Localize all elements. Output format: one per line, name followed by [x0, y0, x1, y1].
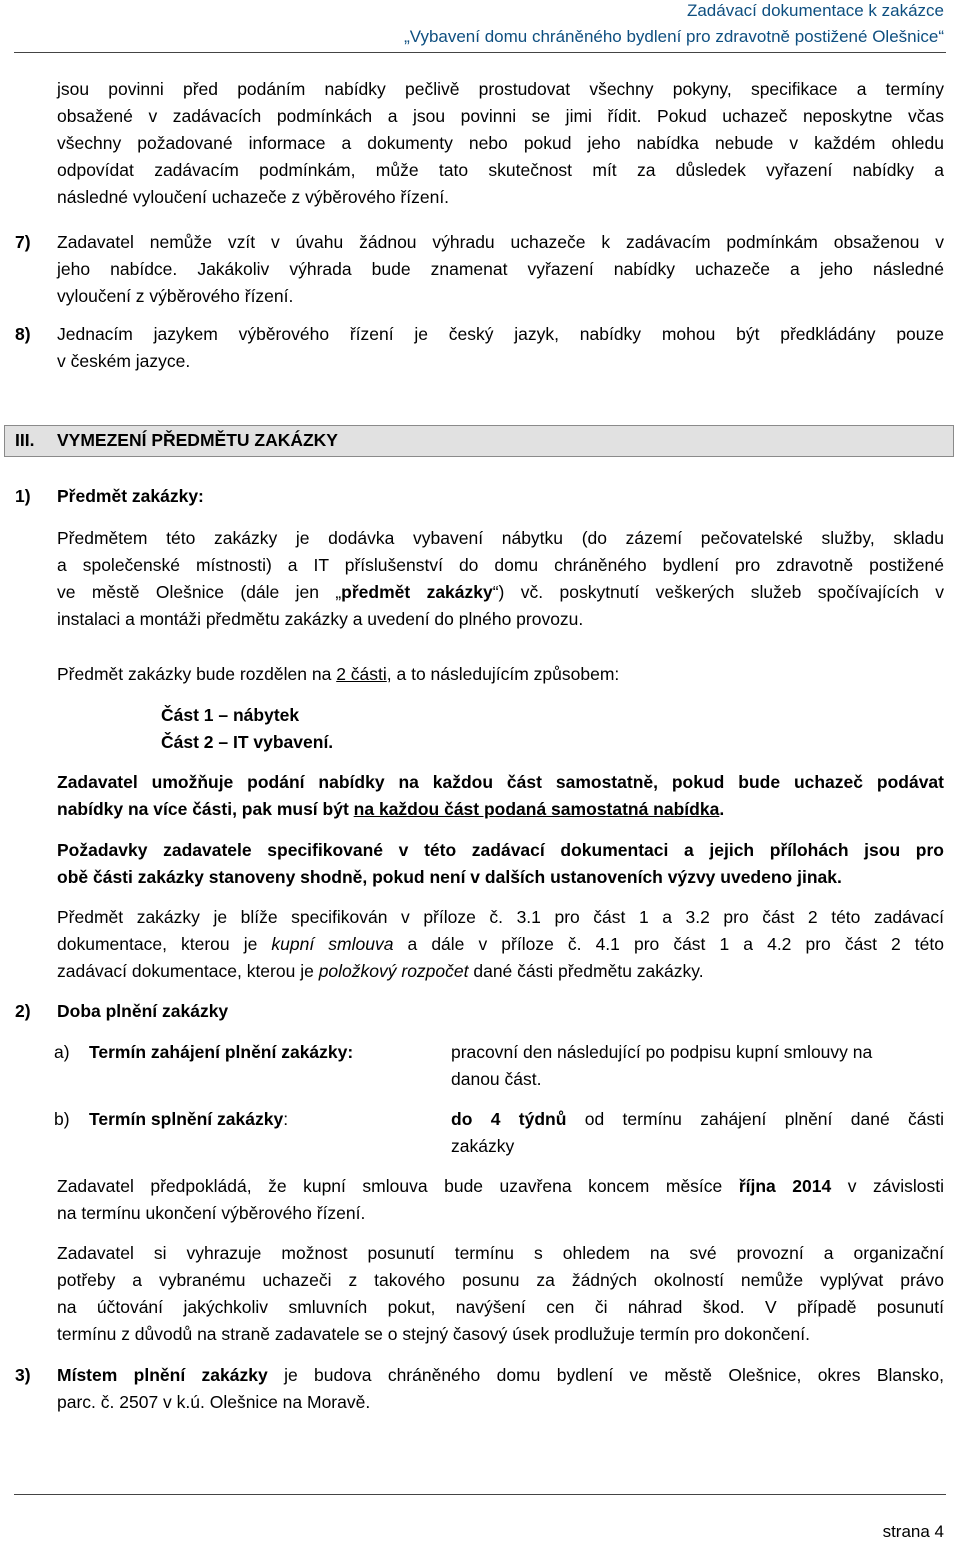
text-line: obě části zakázky stanoveny shodně, pokud není v dalších ustanoveních výzvy uvedeno jinak.	[57, 867, 842, 887]
postponement-paragraph	[57, 1240, 944, 1348]
item-7-paragraph	[57, 229, 944, 310]
part-2: Část 2 – IT vybavení.	[161, 732, 334, 752]
page-number: strana 4	[882, 1522, 944, 1541]
subsection-heading-duration: Doba plnění zakázky	[57, 1001, 229, 1021]
text-line: obsažené v zadávacích podmínkách a jsou povinni se jimi řídit. Pokud uchazeč neposkytne včas	[57, 106, 944, 126]
text-line: vyloučení z výběrového řízení.	[57, 286, 294, 306]
text-line: na termínu ukončení výběrového řízení.	[57, 1203, 366, 1223]
text-line: a společenské místnosti) a IT příslušenství do domu chráněného bydlení pro zdravotně postižené	[57, 555, 944, 575]
specification-paragraph	[57, 904, 944, 985]
item-number-8: 8)	[15, 324, 31, 344]
text-line: následné vyloučení uchazeče z výběrového řízení.	[57, 187, 450, 207]
parts-list	[161, 702, 333, 756]
text-line: jsou povinni před podáním nabídky pečlivě prostudovat všechny pokyny, specifikace a termíny	[57, 79, 944, 99]
start-term-value	[451, 1039, 944, 1093]
contract-signing-paragraph	[57, 1173, 944, 1227]
end-term-value	[451, 1106, 944, 1160]
start-term-label: a)	[54, 1042, 70, 1062]
text-line: parc. č. 2507 v k.ú. Olešnice na Moravě.	[57, 1392, 371, 1412]
header-divider	[14, 52, 946, 53]
end-term-title: Termín splnění zakázky:	[89, 1109, 289, 1129]
subject-paragraph	[57, 525, 944, 633]
text-line: pracovní den následující po podpisu kupní smlouvy na	[451, 1042, 873, 1062]
requirements-paragraph	[57, 837, 944, 891]
subsection-number-3: 3)	[15, 1365, 31, 1385]
text-line: ve městě Olešnice (dále jen „předmět zakázky“) vč. poskytnutí veškerých služeb spočívajících v	[57, 582, 944, 602]
text-line: jeho nabídce. Jakákoliv výhrada bude znamenat vyřazení nabídky uchazeče a jeho následné	[57, 259, 944, 279]
intro-paragraph	[57, 76, 944, 211]
part-1: Část 1 – nábytek	[161, 705, 300, 725]
text-line: Požadavky zadavatele specifikované v této zadávací dokumentaci a jejich přílohách jsou pro	[57, 840, 944, 860]
subsection-number-2: 2)	[15, 1001, 31, 1021]
text-line: dokumentace, kterou je kupní smlouva a dále v příloze č. 4.1 pro část 1 a 4.2 pro část 2 této	[57, 934, 944, 954]
parts-intro	[57, 661, 944, 688]
start-term-title: Termín zahájení plnění zakázky:	[89, 1042, 354, 1062]
text-line: Předmět zakázky bude rozdělen na 2 části, a to následujícím způsobem:	[57, 664, 620, 684]
text-line: Místem plnění zakázky je budova chráněného domu bydlení ve městě Olešnice, okres Blansko,	[57, 1365, 944, 1385]
text-line: všechny požadované informace a dokumenty nebo pokud jeho nabídka nebude v každém ohledu	[57, 133, 944, 153]
section-title: VYMEZENÍ PŘEDMĚTU ZAKÁZKY	[57, 430, 338, 450]
text-line: Zadavatel předpokládá, že kupní smlouva bude uzavřena koncem měsíce října 2014 v závislosti	[57, 1176, 945, 1196]
section-number: III.	[15, 430, 35, 450]
item-number-7: 7)	[15, 232, 31, 252]
text-line: Jednacím jazykem výběrového řízení je český jazyk, nabídky mohou být předkládány pouze	[57, 324, 944, 344]
text-line: Zadavatel umožňuje podání nabídky na každou část samostatně, pokud bude uchazeč podávat	[57, 772, 944, 792]
text-line: na účtování jakýchkoliv smluvních pokut, navýšení cen či náhrad škod. V případě posunutí	[57, 1297, 944, 1317]
text-line: v českém jazyce.	[57, 351, 191, 371]
header-project-name: „Vybavení domu chráněného bydlení pro zdravotně postižené Olešnice“	[404, 27, 944, 46]
text-line: odpovídat zadávacím podmínkám, může tato skutečnost mít za důsledek vyřazení nabídky a	[57, 160, 944, 180]
text-line: Předmět zakázky je blíže specifikován v příloze č. 3.1 pro část 1 a 3.2 pro část 2 této zadávací	[57, 907, 944, 927]
separate-bids-paragraph	[57, 769, 944, 823]
subsection-heading-subject: Předmět zakázky:	[57, 486, 204, 506]
text-line: instalaci a montáži předmětu zakázky a uvedení do plného provozu.	[57, 609, 584, 629]
text-line: zadávací dokumentace, kterou je položkový rozpočet dané části předmětu zakázky.	[57, 961, 704, 981]
text-line: Zadavatel si vyhrazuje možnost posunutí termínu s ohledem na své provozní a organizační	[57, 1243, 944, 1263]
end-term-label: b)	[54, 1109, 70, 1129]
text-line: termínu z důvodů na straně zadavatele se o stejný časový úsek prodlužuje termín pro dokončení.	[57, 1324, 810, 1344]
section-heading-bar	[4, 425, 954, 457]
text-line: Zadavatel nemůže vzít v úvahu žádnou výhradu uchazeče k zadávacím podmínkám obsaženou v	[57, 232, 944, 252]
place-of-performance-paragraph	[57, 1362, 944, 1416]
text-line: do 4 týdnů od termínu zahájení plnění dané části	[451, 1109, 944, 1129]
text-line: potřeby a vybranému uchazeči z takového posunu za žádných okolností nemůže vyplývat právo	[57, 1270, 944, 1290]
header-document-title: Zadávací dokumentace k zakázce	[686, 1, 944, 20]
subsection-number-1: 1)	[15, 486, 31, 506]
text-line: nabídky na více části, pak musí být na každou část podaná samostatná nabídka.	[57, 799, 725, 819]
item-8-paragraph	[57, 321, 944, 375]
text-line: Předmětem této zakázky je dodávka vybavení nábytku (do zázemí pečovatelské služby, skladu	[57, 528, 944, 548]
text-line: zakázky	[451, 1136, 515, 1156]
text-line: danou část.	[451, 1069, 542, 1089]
footer-divider	[14, 1494, 946, 1495]
